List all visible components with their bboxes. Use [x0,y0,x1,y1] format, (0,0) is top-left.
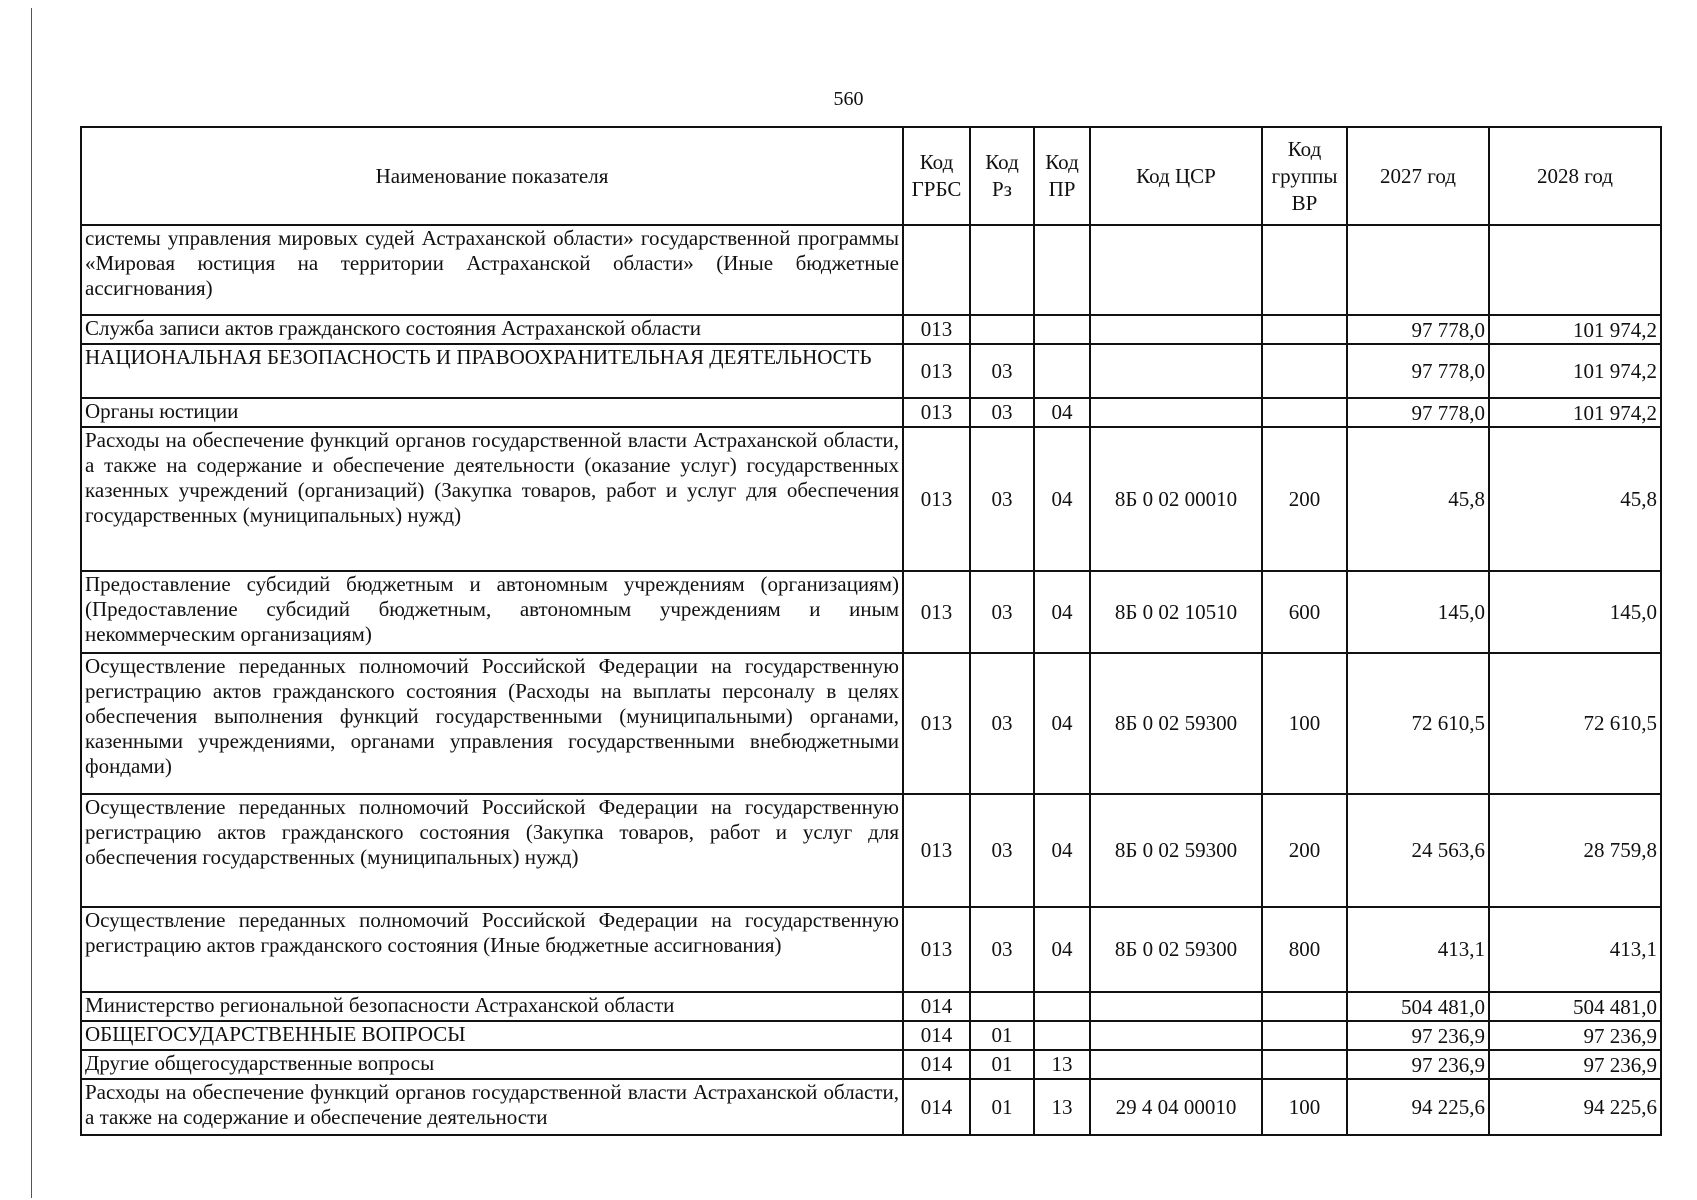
row-name: ОБЩЕГОСУДАРСТВЕННЫЕ ВОПРОСЫ [81,1021,903,1050]
row-name: Осуществление переданных полномочий Российской Федерации на государственную регистрацию актов гражданского состояния (Расходы на выплаты персоналу в целях обеспечения выполнения функций государственными (муниципальными) органами, казенными учреждениями, органами управления государственными внебюджетными фондами) [81,653,903,794]
row-2027: 45,8 [1347,427,1489,571]
row-vr [1262,225,1347,315]
row-csr: 29 4 04 00010 [1090,1079,1262,1135]
row-pr: 04 [1034,571,1090,653]
row-vr: 200 [1262,794,1347,907]
row-rz: 03 [970,653,1034,794]
margin-line [31,8,32,1198]
row-vr [1262,315,1347,344]
row-2028: 101 974,2 [1489,398,1661,427]
row-name: Другие общегосударственные вопросы [81,1050,903,1079]
row-grbs: 013 [903,315,970,344]
table-row [81,1079,1661,1135]
row-rz: 01 [970,1021,1034,1050]
row-pr: 13 [1034,1050,1090,1079]
header-csr: Код ЦСР [1090,127,1262,225]
row-name: Осуществление переданных полномочий Российской Федерации на государственную регистрацию актов гражданского состояния (Иные бюджетные ассигнования) [81,907,903,992]
row-grbs: 013 [903,653,970,794]
row-pr: 04 [1034,398,1090,427]
row-rz: 03 [970,427,1034,571]
row-pr [1034,344,1090,398]
row-vr [1262,1021,1347,1050]
header-pr: Код ПР [1034,127,1090,225]
row-2027: 24 563,6 [1347,794,1489,907]
row-2027: 72 610,5 [1347,653,1489,794]
row-csr [1090,315,1262,344]
row-2028 [1489,225,1661,315]
row-csr [1090,992,1262,1021]
row-2027: 97 236,9 [1347,1050,1489,1079]
row-rz [970,315,1034,344]
row-pr [1034,992,1090,1021]
row-2027: 97 778,0 [1347,315,1489,344]
table-row [81,1021,1661,1050]
row-2027: 97 778,0 [1347,344,1489,398]
row-2027: 413,1 [1347,907,1489,992]
table-row [81,653,1661,794]
table-row [81,315,1661,344]
row-grbs: 013 [903,907,970,992]
table-row [81,344,1661,398]
row-name: НАЦИОНАЛЬНАЯ БЕЗОПАСНОСТЬ И ПРАВООХРАНИТЕЛЬНАЯ ДЕЯТЕЛЬНОСТЬ [81,344,903,398]
row-2028: 504 481,0 [1489,992,1661,1021]
row-csr [1090,225,1262,315]
row-2027: 504 481,0 [1347,992,1489,1021]
table-row [81,794,1661,907]
row-2028: 145,0 [1489,571,1661,653]
row-rz: 03 [970,571,1034,653]
row-vr [1262,1050,1347,1079]
row-name: Органы юстиции [81,398,903,427]
header-vr: Код группы ВР [1262,127,1347,225]
row-name: Расходы на обеспечение функций органов государственной власти Астраханской области, а также на содержание и обеспечение деятельности (оказание услуг) государственных казенных учреждений (организаций) (Закупка товаров, работ и услуг для обеспечения государственных (муниципальных) нужд) [81,427,903,571]
table-row [81,1050,1661,1079]
table-row [81,427,1661,571]
row-grbs: 013 [903,571,970,653]
row-2027: 97 236,9 [1347,1021,1489,1050]
row-rz [970,225,1034,315]
table-row [81,571,1661,653]
page-number: 560 [833,88,864,110]
row-pr: 04 [1034,427,1090,571]
row-csr: 8Б 0 02 59300 [1090,907,1262,992]
table-row [81,398,1661,427]
table-row [81,225,1661,315]
row-grbs: 013 [903,344,970,398]
row-2028: 101 974,2 [1489,315,1661,344]
row-csr [1090,398,1262,427]
table-row [81,992,1661,1021]
row-pr [1034,1021,1090,1050]
row-vr [1262,344,1347,398]
row-csr [1090,1050,1262,1079]
row-vr: 200 [1262,427,1347,571]
row-rz: 01 [970,1079,1034,1135]
table-row [81,907,1661,992]
row-2027: 97 778,0 [1347,398,1489,427]
row-2027 [1347,225,1489,315]
row-grbs: 013 [903,427,970,571]
row-vr: 600 [1262,571,1347,653]
row-pr: 04 [1034,794,1090,907]
row-name: Предоставление субсидий бюджетным и автономным учреждениям (организациям) (Предоставление субсидий бюджетным, автономным учреждениям и иным некоммерческим организациям) [81,571,903,653]
row-grbs: 014 [903,992,970,1021]
header-2028: 2028 год [1489,127,1661,225]
row-csr: 8Б 0 02 00010 [1090,427,1262,571]
header-name: Наименование показателя [81,127,903,225]
row-rz: 01 [970,1050,1034,1079]
row-csr: 8Б 0 02 59300 [1090,653,1262,794]
row-rz: 03 [970,907,1034,992]
row-vr [1262,992,1347,1021]
row-grbs: 014 [903,1050,970,1079]
row-csr [1090,1021,1262,1050]
row-csr: 8Б 0 02 59300 [1090,794,1262,907]
row-2027: 145,0 [1347,571,1489,653]
row-vr: 100 [1262,1079,1347,1135]
row-rz: 03 [970,398,1034,427]
row-vr: 100 [1262,653,1347,794]
row-2028: 101 974,2 [1489,344,1661,398]
budget-table [80,126,1662,1136]
row-name: системы управления мировых судей Астраханской области» государственной программы «Мировая юстиция на территории Астраханской области» (Иные бюджетные ассигнования) [81,225,903,315]
table-header-row [81,127,1661,225]
row-2028: 94 225,6 [1489,1079,1661,1135]
row-pr [1034,225,1090,315]
row-rz: 03 [970,794,1034,907]
row-pr: 04 [1034,907,1090,992]
header-2027: 2027 год [1347,127,1489,225]
row-name: Осуществление переданных полномочий Российской Федерации на государственную регистрацию актов гражданского состояния (Закупка товаров, работ и услуг для обеспечения государственных (муниципальных) нужд) [81,794,903,907]
row-grbs: 014 [903,1079,970,1135]
row-name: Министерство региональной безопасности Астраханской области [81,992,903,1021]
row-2028: 45,8 [1489,427,1661,571]
row-vr: 800 [1262,907,1347,992]
row-2028: 28 759,8 [1489,794,1661,907]
row-2028: 97 236,9 [1489,1021,1661,1050]
row-csr: 8Б 0 02 10510 [1090,571,1262,653]
row-grbs: 013 [903,398,970,427]
row-csr [1090,344,1262,398]
row-rz [970,992,1034,1021]
row-grbs: 014 [903,1021,970,1050]
row-rz: 03 [970,344,1034,398]
header-grbs: Код ГРБС [903,127,970,225]
row-2028: 413,1 [1489,907,1661,992]
row-pr: 04 [1034,653,1090,794]
row-pr [1034,315,1090,344]
row-name: Служба записи актов гражданского состояния Астраханской области [81,315,903,344]
row-2027: 94 225,6 [1347,1079,1489,1135]
row-vr [1262,398,1347,427]
header-rz: Код Рз [970,127,1034,225]
row-pr: 13 [1034,1079,1090,1135]
row-2028: 97 236,9 [1489,1050,1661,1079]
row-grbs [903,225,970,315]
row-grbs: 013 [903,794,970,907]
row-name: Расходы на обеспечение функций органов государственной власти Астраханской области, а также на содержание и обеспечение деятельности [81,1079,903,1135]
row-2028: 72 610,5 [1489,653,1661,794]
